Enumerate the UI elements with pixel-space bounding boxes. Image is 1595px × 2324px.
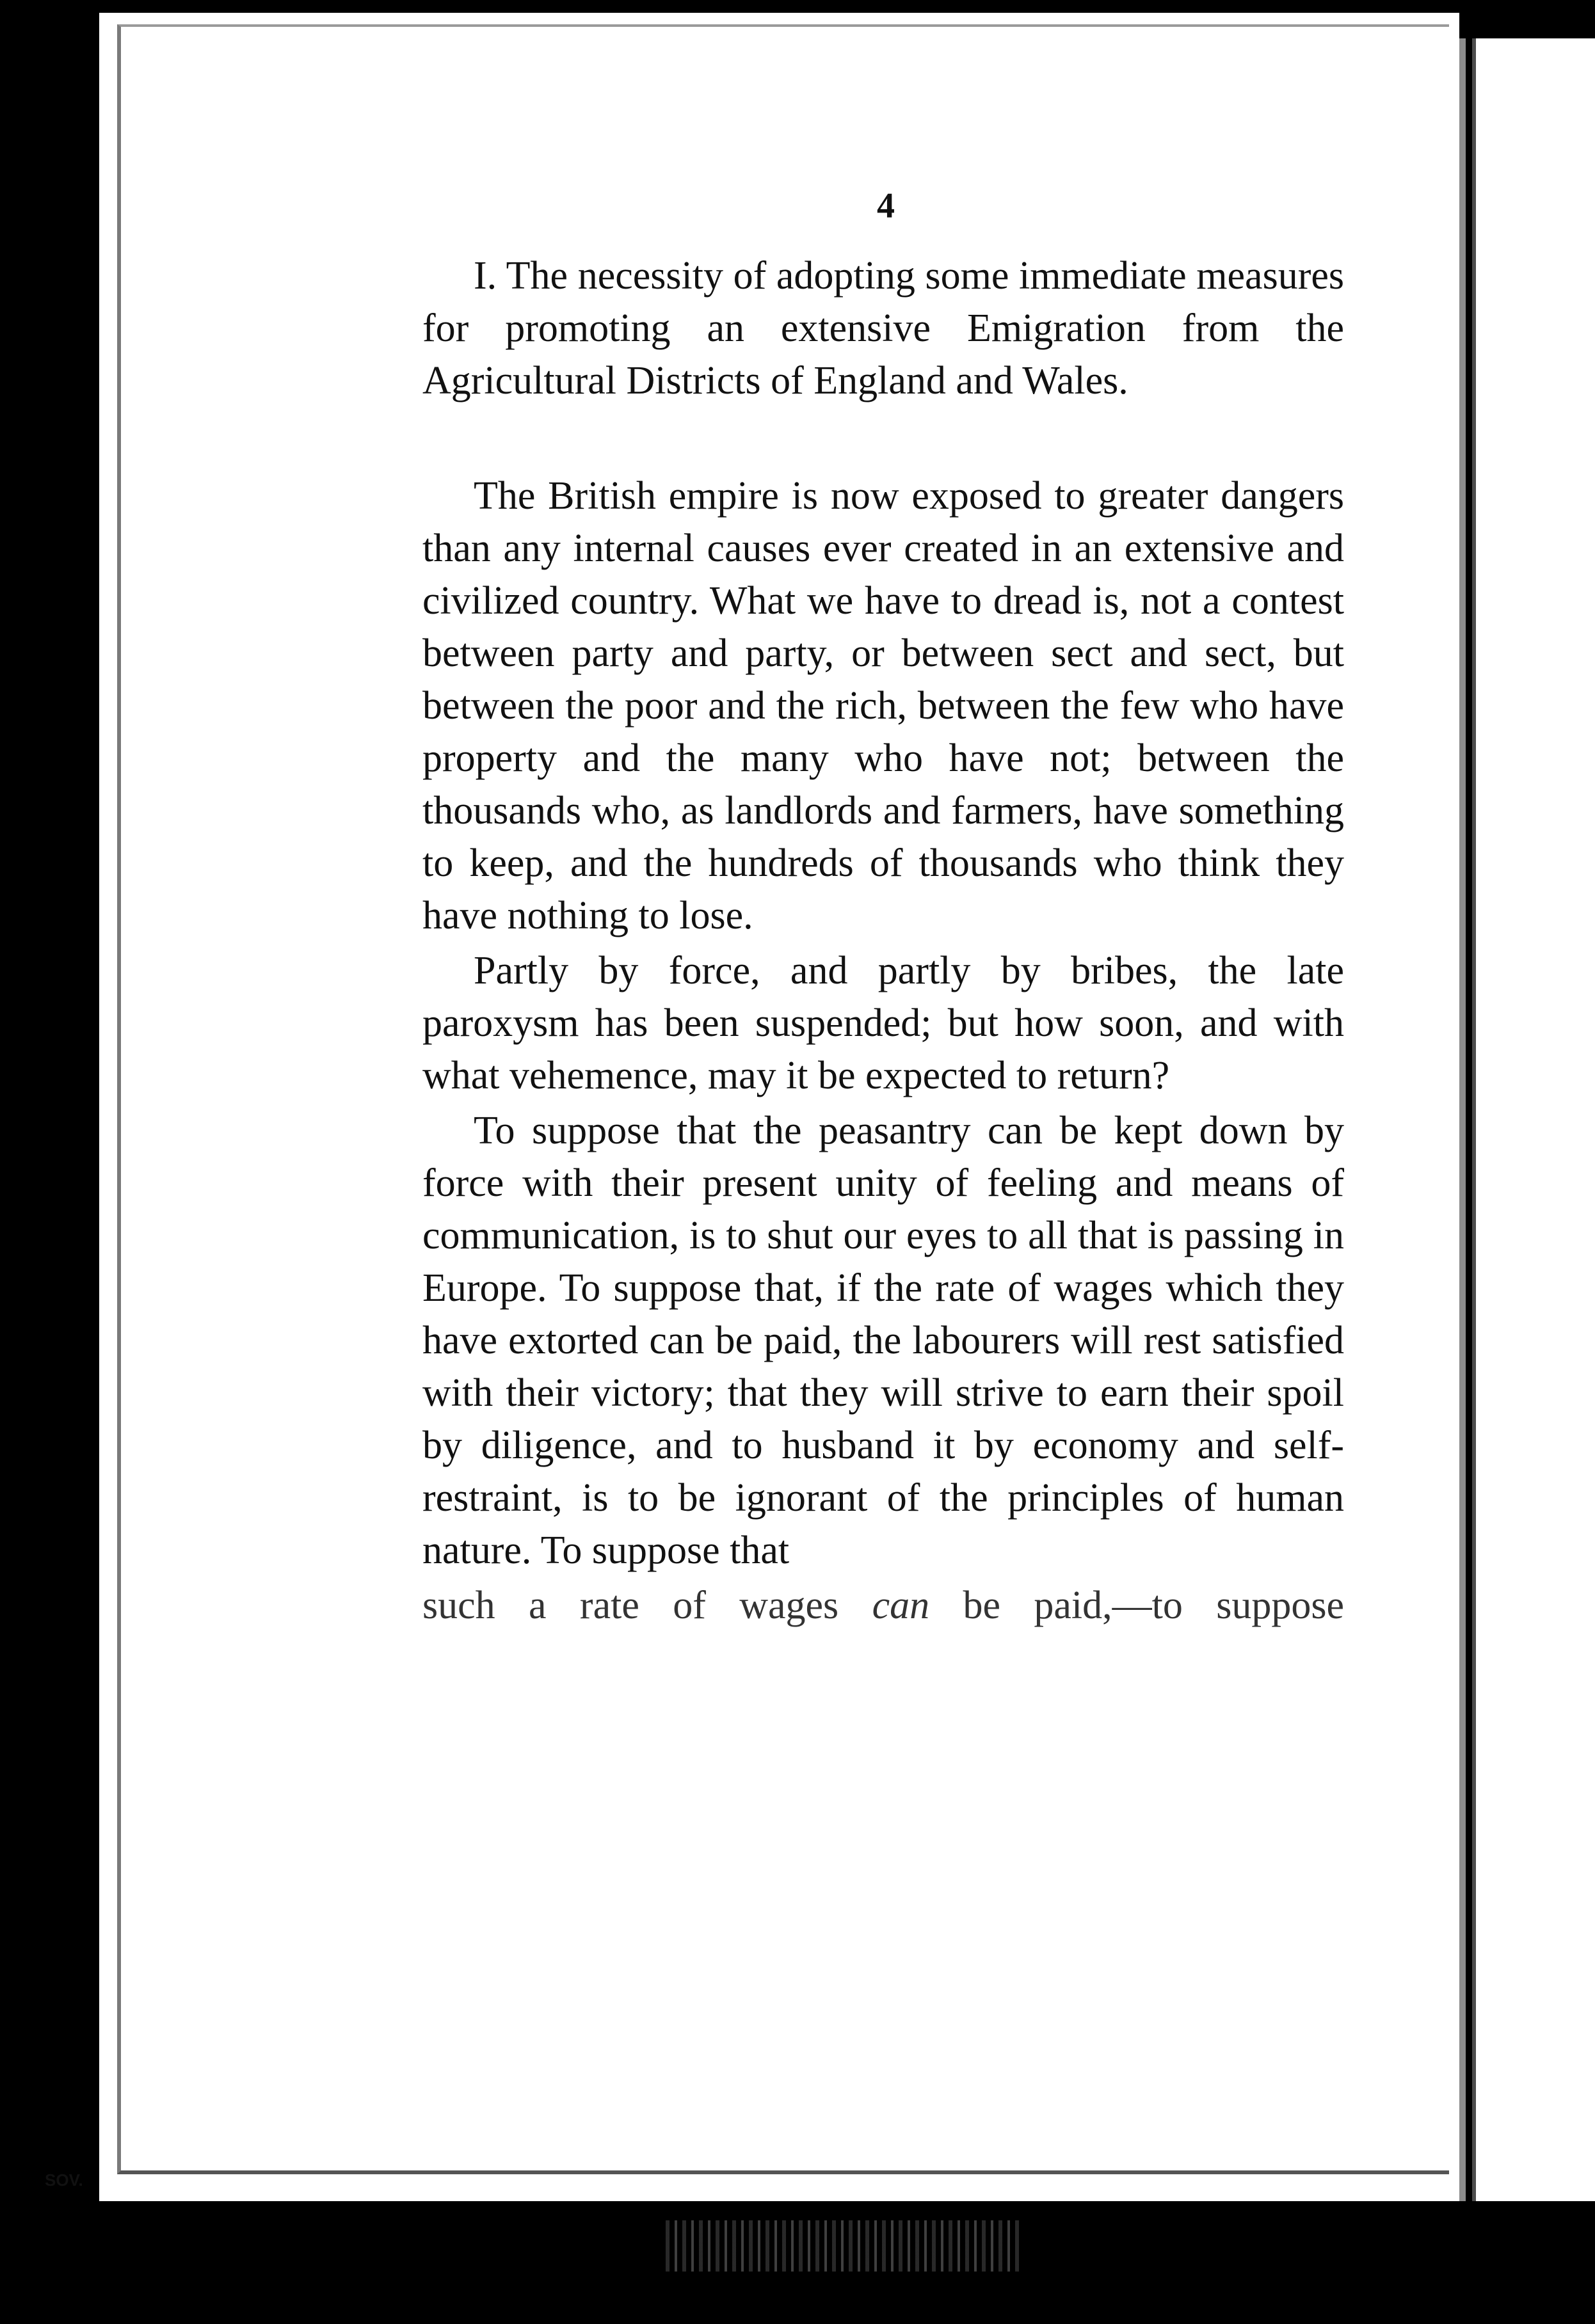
page-number: 4 — [877, 186, 895, 226]
corner-mark: SOV. — [45, 2170, 83, 2190]
section-heading: I. The necessity of adopting some immediate measures for promoting an extensive Emigration from the Agricultural Districts of England and Wales. — [422, 254, 1344, 402]
body-text — [422, 250, 1344, 1632]
last-line-italic: can — [872, 1584, 930, 1627]
paragraph-2: Partly by force, and partly by bribes, the late paroxysm has been suspended; but how soon, and with what vehemence, may it be expected to return? — [422, 949, 1344, 1097]
adjacent-page-edge — [1472, 38, 1595, 2208]
page-fold — [1459, 38, 1466, 2201]
paragraph-1: The British empire is now exposed to greater dangers than any internal causes ever created in an extensive and civilized country. What we have to dread is, not a contest between party and party, or between sect and sect, but between the poor and the rich, between the few who have property and the many who have not; between the thousands who, as landlords and farmers, have something to keep, and the hundreds of thousands who think they have nothing to lose. — [422, 474, 1344, 937]
paragraph-3: To suppose that the peasantry can be kept down by force with their present unity of feeling and means of communication, is to shut our eyes to all that is passing in Europe. To suppose that, if the rate of wages which they have extorted can be paid, the labourers will rest satisfied with their victory; that they will strive to earn their spoil by diligence, and to husband it by economy and self-restraint, is to be ignorant of the principles of human nature. To suppose that — [422, 1109, 1344, 1572]
scan-smudge — [666, 2220, 1024, 2272]
paragraph-3-continuation — [422, 1579, 1344, 1632]
last-line-end: be paid,—to suppose — [929, 1584, 1344, 1627]
last-line-start: such a rate of wages — [422, 1584, 872, 1627]
